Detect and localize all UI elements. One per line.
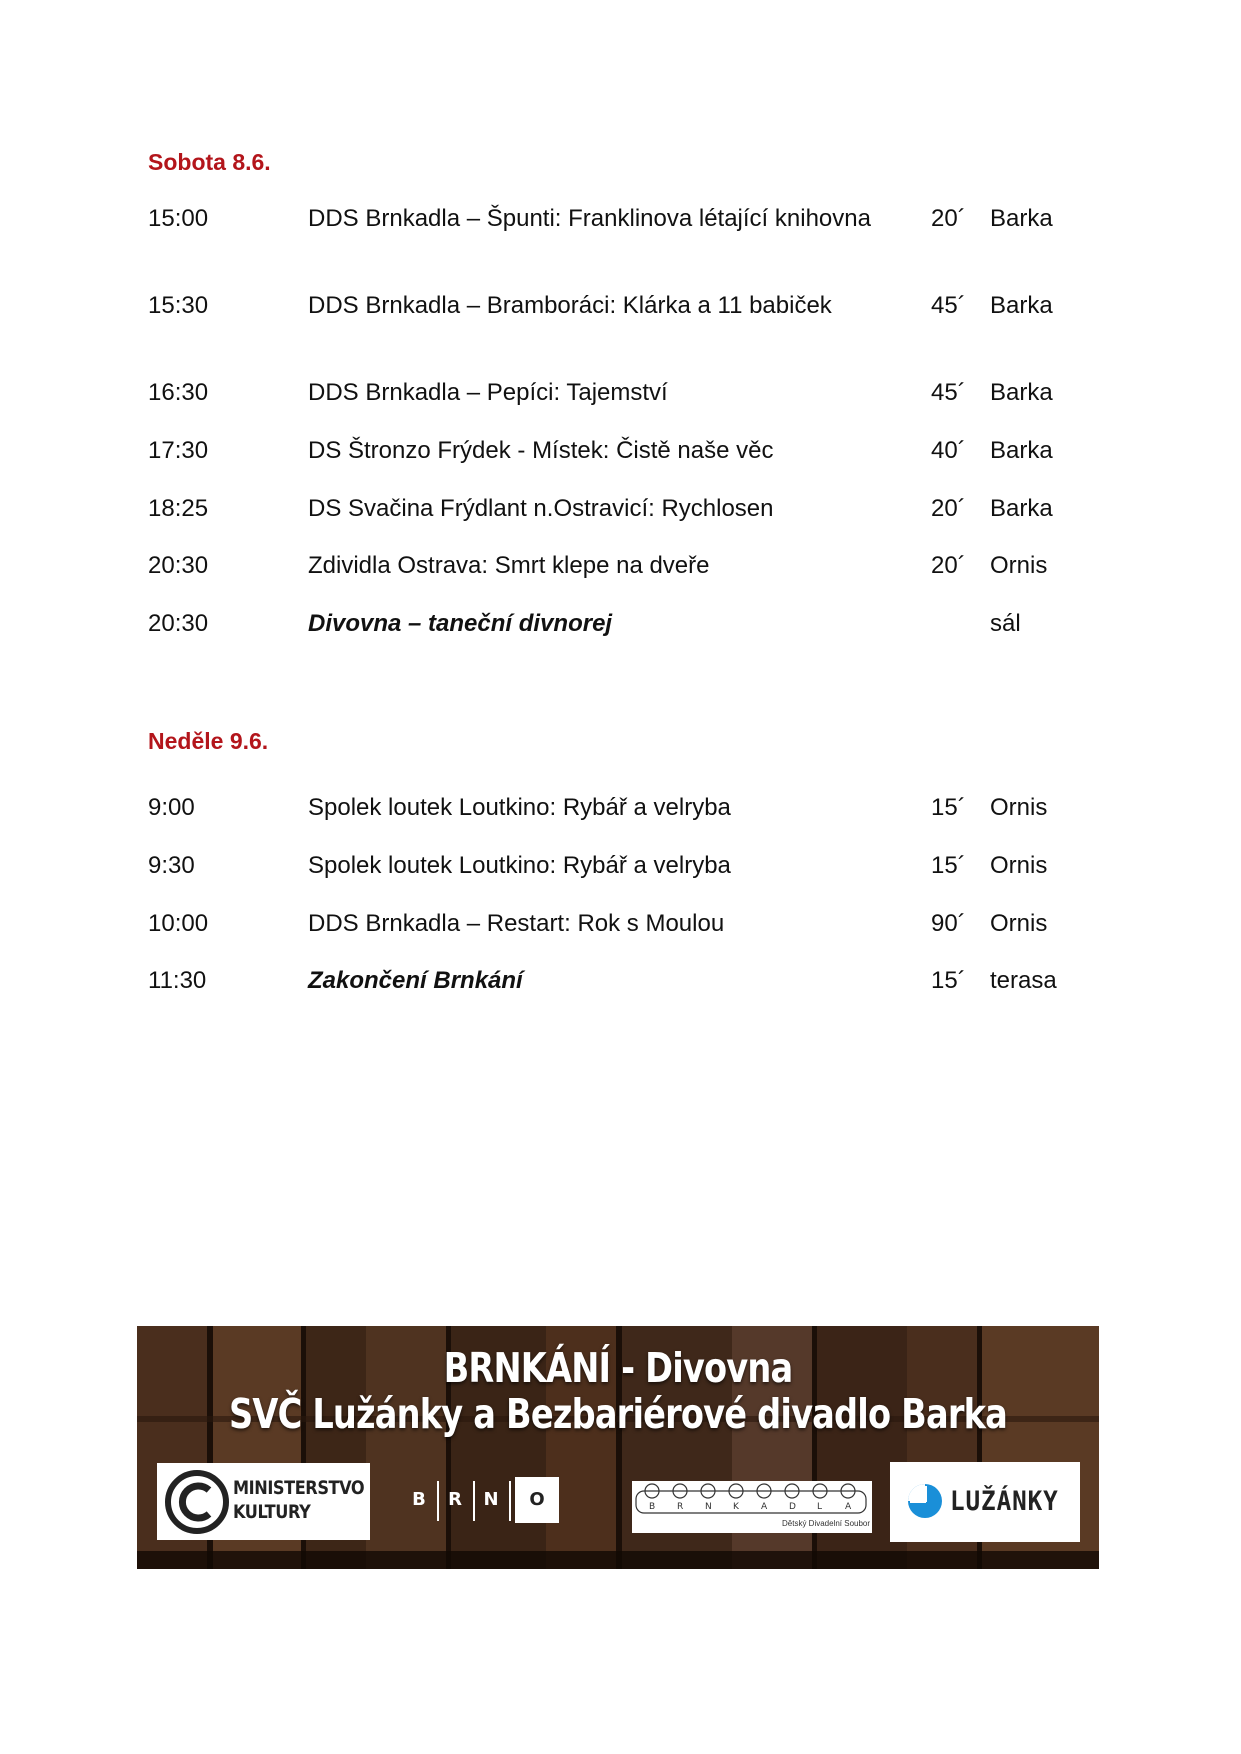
schedule-row xyxy=(0,379,1241,419)
brno-letter: R xyxy=(448,1489,462,1510)
schedule-row xyxy=(0,292,1241,332)
event-title: DS Štronzo Frýdek - Místek: Čistě naše věc xyxy=(308,437,774,464)
event-title: DS Svačina Frýdlant n.Ostravicí: Rychlosen xyxy=(308,495,774,522)
event-title: Spolek loutek Loutkino: Rybář a velryba xyxy=(308,852,731,879)
schedule-row xyxy=(0,205,1241,245)
event-time: 16:30 xyxy=(148,379,209,406)
brnkadla-letter: B xyxy=(649,1502,656,1512)
event-title: Divovna – taneční divnorej xyxy=(308,610,613,637)
banner-subtitle: SVČ Lužánky a Bezbariérové divadlo Barka xyxy=(228,1390,1008,1438)
event-venue: Ornis xyxy=(990,852,1048,879)
event-duration: 45´ xyxy=(931,379,966,406)
event-venue: Barka xyxy=(990,495,1053,522)
brnkadla-letter: D xyxy=(789,1502,796,1512)
schedule-row xyxy=(0,552,1241,592)
event-venue: Barka xyxy=(990,437,1053,464)
event-title: DDS Brnkadla – Pepíci: Tajemství xyxy=(308,379,668,406)
event-venue: Barka xyxy=(990,205,1053,232)
brnkadla-letter: N xyxy=(705,1502,712,1512)
event-time: 11:30 xyxy=(148,967,207,994)
event-duration: 15´ xyxy=(931,852,966,879)
banner-title: BRNKÁNÍ - Divovna xyxy=(443,1344,793,1392)
schedule-row xyxy=(0,437,1241,477)
day-heading-saturday: Sobota 8.6. xyxy=(148,149,271,175)
schedule-row xyxy=(0,794,1241,834)
schedule-row xyxy=(0,495,1241,535)
brnkadla-letter: K xyxy=(733,1502,739,1512)
ministry-label: KULTURY xyxy=(233,1501,311,1523)
event-venue: Ornis xyxy=(990,552,1048,579)
schedule-row xyxy=(0,910,1241,950)
event-title: DDS Brnkadla – Špunti: Franklinova létající knihovna xyxy=(308,205,871,232)
event-time: 10:00 xyxy=(148,910,209,937)
event-time: 17:30 xyxy=(148,437,209,464)
luzanky-logo xyxy=(890,1462,1080,1542)
schedule-row xyxy=(0,852,1241,892)
luzanky-emblem-icon xyxy=(906,1482,944,1520)
event-time: 15:00 xyxy=(148,205,209,232)
brnkadla-letters xyxy=(649,1502,852,1512)
luzanky-label: LUŽÁNKY xyxy=(950,1486,1059,1517)
ministry-label: MINISTERSTVO xyxy=(233,1477,365,1499)
schedule-row xyxy=(0,967,1241,1007)
event-venue: Barka xyxy=(990,292,1053,319)
event-title: Spolek loutek Loutkino: Rybář a velryba xyxy=(308,794,731,821)
event-title: Zakončení Brnkání xyxy=(308,967,523,994)
event-duration: 90´ xyxy=(931,910,966,937)
event-time: 9:00 xyxy=(148,794,195,821)
event-duration: 45´ xyxy=(931,292,966,319)
event-title: DDS Brnkadla – Restart: Rok s Moulou xyxy=(308,910,725,937)
event-time: 9:30 xyxy=(148,852,195,879)
festival-banner xyxy=(137,1326,1099,1569)
event-venue: Barka xyxy=(990,379,1053,406)
event-duration: 20´ xyxy=(931,495,966,522)
event-time: 20:30 xyxy=(148,610,209,637)
brnkadla-letter: A xyxy=(761,1502,768,1512)
brno-letter: N xyxy=(483,1489,499,1510)
brnkadla-letter: R xyxy=(677,1502,684,1512)
event-venue: Ornis xyxy=(990,910,1048,937)
event-venue: Ornis xyxy=(990,794,1048,821)
brno-letter: O xyxy=(515,1477,559,1523)
day-heading-sunday: Neděle 9.6. xyxy=(148,728,269,754)
event-time: 20:30 xyxy=(148,552,209,579)
event-title: Zdividla Ostrava: Smrt klepe na dveře xyxy=(308,552,710,579)
event-duration: 15´ xyxy=(931,794,966,821)
event-title: DDS Brnkadla – Bramboráci: Klárka a 11 babiček xyxy=(308,292,832,319)
brnkadla-subtitle: Dětský Divadelní Soubor xyxy=(782,1519,871,1528)
brno-letter: B xyxy=(412,1489,426,1510)
ministry-emblem-icon xyxy=(165,1470,229,1534)
event-duration: 40´ xyxy=(931,437,966,464)
ministry-of-culture-logo xyxy=(157,1463,370,1540)
brnkadla-logo xyxy=(632,1481,872,1533)
event-time: 18:25 xyxy=(148,495,209,522)
event-venue: sál xyxy=(990,610,1021,637)
schedule-row xyxy=(0,610,1241,650)
event-duration: 15´ xyxy=(931,967,966,994)
event-venue: terasa xyxy=(990,967,1057,994)
event-time: 15:30 xyxy=(148,292,209,319)
brnkadla-figures-icon xyxy=(632,1481,872,1521)
event-duration: 20´ xyxy=(931,205,966,232)
event-duration: 20´ xyxy=(931,552,966,579)
brnkadla-letter: L xyxy=(817,1502,823,1512)
brnkadla-letter: A xyxy=(845,1502,852,1512)
